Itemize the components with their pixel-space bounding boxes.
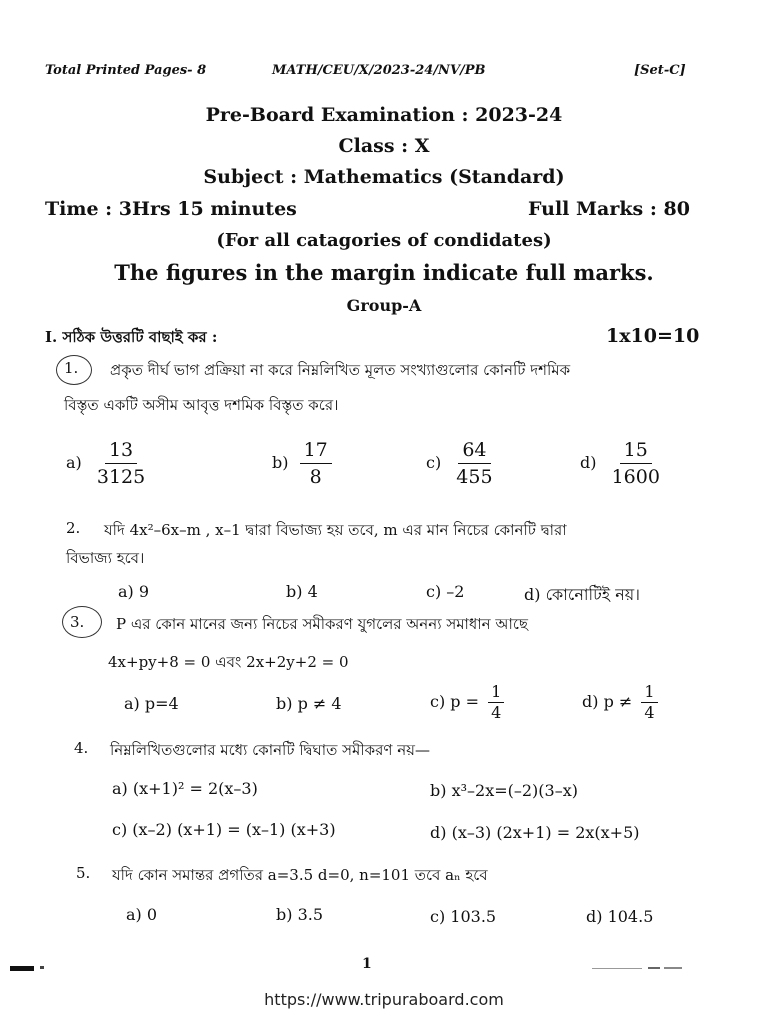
denominator: 3125 bbox=[96, 466, 146, 488]
option-b: b) 3.5 bbox=[276, 905, 324, 924]
candidates-note: (For all catagories of condidates) bbox=[216, 230, 552, 251]
numerator: 17 bbox=[300, 437, 332, 464]
scan-mark bbox=[664, 967, 682, 969]
option-b: b) x³–2x=(–2)(3–x) bbox=[430, 781, 578, 800]
option-c: c) (x–2) (x+1) = (x–1) (x+3) bbox=[112, 820, 336, 839]
option-c: c) –2 bbox=[426, 582, 465, 601]
scan-mark bbox=[592, 968, 642, 969]
denominator: 4 bbox=[644, 703, 655, 722]
option-label: b) bbox=[272, 453, 289, 472]
option-d: d) কোনোটিই নয়। bbox=[524, 585, 640, 604]
option-a: a) (x+1)² = 2(x–3) bbox=[112, 779, 258, 798]
option-b bbox=[272, 437, 332, 490]
numerator: 13 bbox=[105, 437, 137, 464]
page-number: 1 bbox=[362, 956, 372, 972]
subject-title: Subject : Mathematics (Standard) bbox=[203, 166, 565, 188]
option-label: c) p = bbox=[430, 692, 480, 711]
question-number: 2. bbox=[66, 519, 81, 537]
question-number: 5. bbox=[76, 864, 91, 882]
question-5-line-1: যদি কোন সমান্তর প্রগতির a=3.5 d=0, n=101 তবে aₙ হবে bbox=[112, 866, 488, 884]
section-marks: 1x10=10 bbox=[606, 325, 700, 347]
option-b: b) 4 bbox=[286, 582, 318, 601]
question-4-line-1: নিম্নলিখিতগুলোর মধ্যে কোনটি দ্বিঘাত সমীকরণ নয়— bbox=[110, 741, 431, 759]
option-label: a) bbox=[66, 453, 82, 472]
option-c: c) 103.5 bbox=[430, 907, 497, 926]
option-d: d) 104.5 bbox=[586, 907, 654, 926]
numerator: 1 bbox=[488, 682, 504, 703]
option-c bbox=[430, 682, 504, 723]
option-a: a) 0 bbox=[126, 905, 158, 924]
question-1-line-2: বিস্তৃত একটি অসীম আবৃত্ত দশমিক বিস্তৃত করে। bbox=[64, 396, 339, 414]
scan-mark bbox=[648, 967, 660, 969]
fraction bbox=[452, 437, 496, 490]
option-a: a) p=4 bbox=[124, 694, 179, 713]
class-title: Class : X bbox=[338, 135, 430, 157]
set-label: [Set-C] bbox=[634, 63, 686, 78]
question-2-line-2: বিভাজ্য হবে। bbox=[66, 549, 145, 567]
margin-note: The figures in the margin indicate full marks. bbox=[114, 260, 654, 285]
paper-code-text: MATH/CEU/X/2023-24/NV/PB bbox=[272, 63, 486, 78]
denominator: 8 bbox=[309, 466, 322, 488]
question-number: 3. bbox=[70, 613, 85, 631]
option-a bbox=[66, 437, 149, 490]
option-b: b) p ≠ 4 bbox=[276, 694, 342, 713]
option-label: d) p ≠ bbox=[582, 692, 633, 711]
numerator: 1 bbox=[641, 682, 657, 703]
question-number: 1. bbox=[64, 359, 79, 377]
exam-title: Pre-Board Examination : 2023-24 bbox=[205, 104, 563, 126]
fraction bbox=[488, 682, 504, 723]
fraction bbox=[300, 437, 332, 490]
numerator: 64 bbox=[458, 437, 490, 464]
option-d bbox=[580, 437, 664, 490]
option-d bbox=[582, 682, 658, 723]
group-title: Group-A bbox=[346, 296, 422, 315]
denominator: 1600 bbox=[611, 466, 660, 488]
question-1-line-1: প্রকৃত দীর্ঘ ভাগ প্রক্রিয়া না করে নিম্নলিখিত মূলত সংখ্যাগুলোর কোনটি দশমিক bbox=[110, 361, 571, 379]
option-label: c) bbox=[426, 453, 442, 472]
denominator: 4 bbox=[491, 703, 502, 722]
fraction bbox=[93, 437, 149, 490]
section-instruction: I. সঠিক উত্তরটি বাছাই কর : bbox=[45, 328, 218, 346]
question-2-line-1: যদি 4x²–6x–m , x–1 দ্বারা বিভাজ্য হয় তবে, m এর মান নিচের কোনটি দ্বারা bbox=[104, 521, 567, 539]
full-marks-text: Full Marks : 80 bbox=[528, 198, 690, 220]
option-d: d) (x–3) (2x+1) = 2x(x+5) bbox=[430, 823, 640, 842]
option-a: a) 9 bbox=[118, 582, 150, 601]
scan-mark bbox=[40, 966, 44, 969]
option-label: d) bbox=[580, 453, 597, 472]
time-text: Time : 3Hrs 15 minutes bbox=[45, 198, 297, 220]
total-pages-text: Total Printed Pages- 8 bbox=[45, 63, 207, 78]
question-3-line-2: 4x+py+8 = 0 এবং 2x+2y+2 = 0 bbox=[108, 653, 349, 671]
footer-url: https://www.tripuraboard.com bbox=[264, 990, 504, 1009]
option-c bbox=[426, 437, 497, 490]
fraction bbox=[641, 682, 657, 723]
scan-mark bbox=[10, 966, 34, 971]
numerator: 15 bbox=[620, 437, 652, 464]
question-number: 4. bbox=[74, 739, 89, 757]
denominator: 455 bbox=[456, 466, 493, 488]
question-3-line-1: P এর কোন মানের জন্য নিচের সমীকরণ যুগলের অনন্য সমাধান আছে bbox=[116, 615, 528, 633]
fraction bbox=[608, 437, 664, 490]
